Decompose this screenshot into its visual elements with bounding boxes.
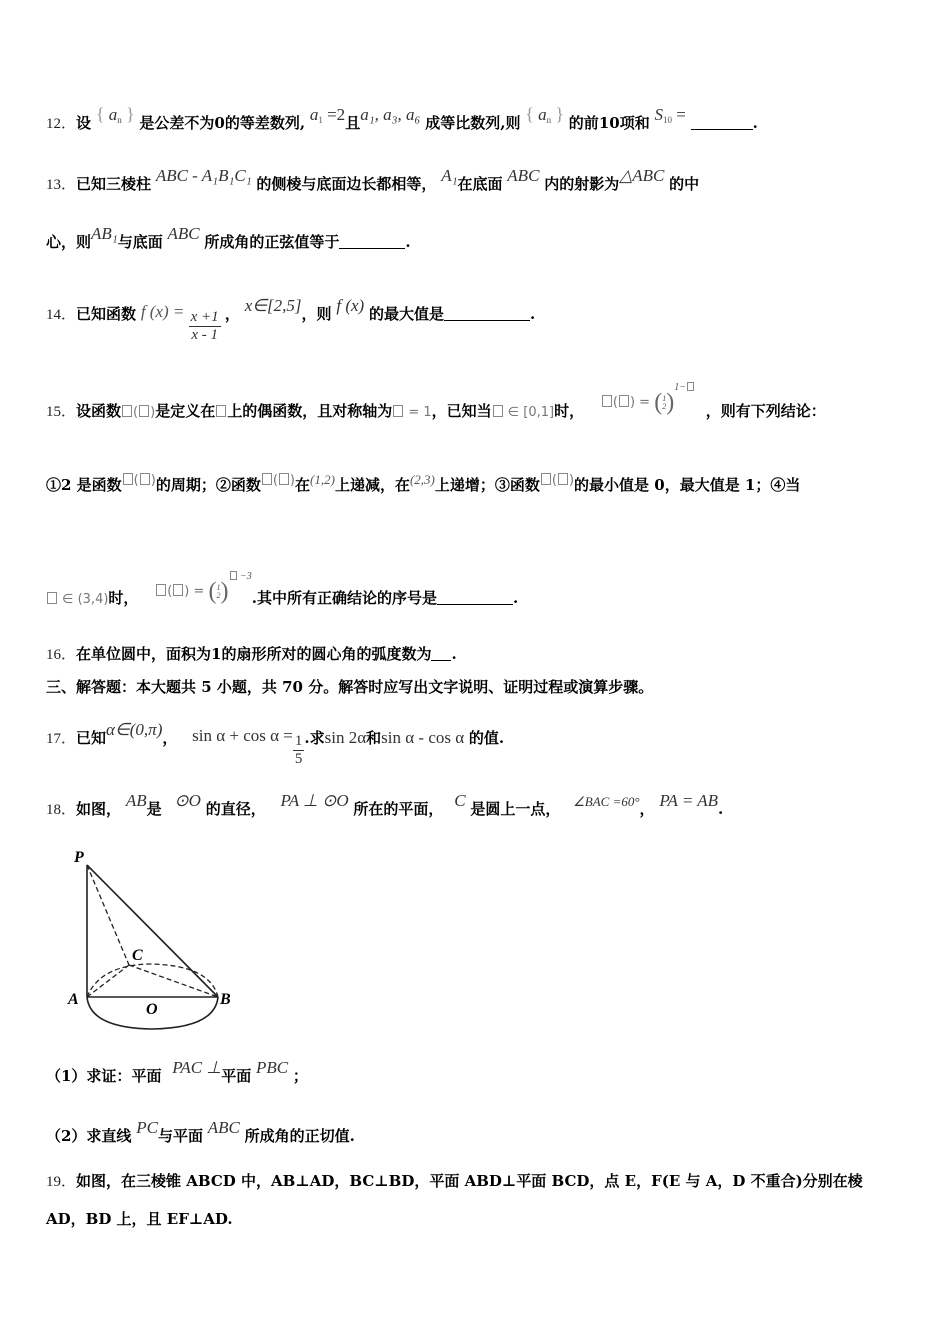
- math-fx-def: f (x) = $\frac{x +1}{x - 1}$: [140, 302, 219, 343]
- math-a1: $a_1 =2$: [309, 105, 346, 125]
- svg-text:O: O: [146, 1001, 158, 1018]
- section-heading: 三、解答题：本大题共 5 小题，共 70 分。解答时应写出文字说明、证明过程或演算步骤。: [46, 678, 654, 696]
- math-triangle: △ABC: [619, 166, 665, 185]
- math-fx-formula-1: ( ) = ( 1 2 )$^{1-}$: [601, 395, 695, 410]
- math-sequence: { $a_n$ }: [525, 104, 565, 125]
- question-18-part-2: （2）求直线 PC与平面 ABC 所成角的正切值.: [46, 1118, 355, 1145]
- question-12: 12．设 { $a_n$ } 是公差不为0的等差数列, $a_1 =2$且a₁, a₃, a₆ 成等比数列,则 { $a_n$ } 的前10项和 $S_{10}$ = .: [46, 104, 758, 132]
- answer-blank: [339, 234, 405, 249]
- question-18: 18．如图， AB是 ⊙O 的直径， PA ⊥ ⊙O 所在的平面， C 是圆上一点， ∠BAC =60°， PA = AB.: [46, 791, 724, 818]
- question-15-cont: ∈ (3,4)时， ( ) = ( 1 2 ) $^{-3}$.其中所有正确结论的序号是 .: [46, 575, 518, 610]
- math-fx-formula-2: ( ) = ( 1 2 ) $^{-3}$: [155, 584, 252, 599]
- math-prism: ABC - A₁B₁C₁: [155, 166, 252, 185]
- answer-blank: [691, 115, 753, 130]
- math-sequence: { $a_n$ }: [95, 104, 135, 125]
- math-interval: ∈ (3,4): [46, 592, 108, 607]
- svg-text:B: B: [220, 991, 231, 1008]
- question-15-conclusions: ①2 是函数 ( )的周期；②函数 ( )在(1,2)上递减，在(2,3)上递增；③函数 ( )的最小值是 0，最大值是 1；④当: [46, 472, 801, 494]
- question-13: 13．已知三棱柱 ABC - A₁B₁C₁ 的侧棱与底面边长都相等， A₁在底面 ABC 内的射影为△ABC 的中: [46, 166, 700, 193]
- math-a1: A₁: [441, 166, 458, 185]
- answer-blank: [444, 306, 530, 321]
- math-domain: x∈[2,5]: [244, 296, 302, 315]
- answer-blank: [437, 590, 513, 605]
- math-abc: ABC: [167, 224, 200, 243]
- question-18-part-1: （1）求证：平面 PAC ⊥平面 PBC ；: [46, 1058, 308, 1085]
- math-geo-terms: a₁, a₃, a₆: [360, 105, 421, 124]
- question-17: 17．已知α∈(0,π)， sin α + cos α = $\frac{1}{5}$ .求sin 2α和sin α - cos α 的值.: [46, 720, 505, 767]
- svg-text:P: P: [74, 849, 84, 866]
- math-sum-eq: sin α + cos α = $\frac{1}{5}$: [192, 726, 303, 767]
- math-ab1: AB₁: [91, 224, 118, 243]
- math-alpha-range: α∈(0,π): [106, 720, 163, 739]
- question-15: 15．设函数 ( )是定义在 上的偶函数，且对称轴为 = 1，已知当 ∈ [0,1]时， ( ) = ( 1 2 )$^{1-}$ ，则有下列结论：: [46, 382, 826, 420]
- math-fx: ( ): [121, 405, 155, 420]
- svg-text:A: A: [68, 991, 79, 1008]
- math-fx: f (x): [336, 296, 365, 315]
- question-14: 14．已知函数 f (x) = $\frac{x +1}{x - 1}$ ， x∈[2,5]，则 f (x) 的最大值是 .: [46, 296, 536, 343]
- math-axis: = 1: [392, 405, 431, 420]
- question-19: 19．如图，在三棱锥 ABCD 中，AB⊥AD，BC⊥BD，平面 ABD⊥平面 BCD，点 E，F(E 与 A，D 不重合)分别在棱: [46, 1172, 863, 1190]
- math-s10: $S_{10}$ =: [654, 105, 686, 125]
- math-interval: ∈ [0,1]: [492, 405, 554, 420]
- math-abc: ABC: [507, 166, 540, 185]
- question-number: 12．: [46, 116, 77, 132]
- question-16: 16．在单位圆中，面积为1的扇形所对的圆心角的弧度数为 .: [46, 645, 457, 663]
- question-19-cont: AD，BD 上，且 EF⊥AD.: [46, 1210, 233, 1228]
- answer-blank: [431, 646, 451, 661]
- svg-text:C: C: [132, 947, 143, 964]
- geometry-figure: [60, 840, 250, 1040]
- question-13-cont: 心，则AB₁与底面 ABC 所成角的正弦值等于 .: [46, 224, 411, 251]
